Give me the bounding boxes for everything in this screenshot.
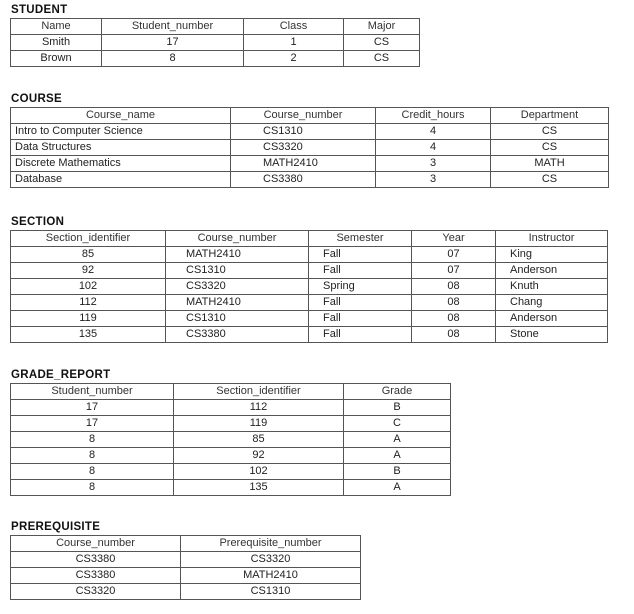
table-row [11,247,608,263]
cell: Knuth [496,279,608,295]
course-col-credit-hours: Credit_hours [376,108,491,124]
grade-report-table-title: GRADE_REPORT [11,369,111,381]
cell: Fall [309,311,412,327]
cell: 08 [412,295,496,311]
cell: CS3380 [11,568,181,584]
table-row [11,400,451,416]
table-row [11,327,608,343]
cell: Database [11,172,231,188]
cell: Fall [309,295,412,311]
table-row [11,311,608,327]
cell: Brown [11,51,102,67]
cell: 8 [11,432,174,448]
student-col-class: Class [244,19,344,35]
cell: A [344,480,451,496]
section-header-row [11,231,608,247]
course-col-course-name: Course_name [11,108,231,124]
cell: CS1310 [166,311,309,327]
section-col-semester: Semester [309,231,412,247]
table-row [11,464,451,480]
cell: 17 [11,416,174,432]
section-col-course-number: Course_number [166,231,309,247]
course-table-block [10,92,609,188]
section-col-instructor: Instructor [496,231,608,247]
cell: MATH2410 [231,156,376,172]
cell: 85 [174,432,344,448]
cell: Fall [309,263,412,279]
cell: CS1310 [181,584,361,600]
table-row [11,263,608,279]
cell: CS [491,124,609,140]
cell: CS3320 [231,140,376,156]
cell: 08 [412,327,496,343]
cell: 8 [11,464,174,480]
cell: Stone [496,327,608,343]
cell: C [344,416,451,432]
cell: 8 [11,448,174,464]
cell: 4 [376,140,491,156]
cell: 135 [174,480,344,496]
prerequisite-table-block [10,520,361,600]
cell: CS [344,51,420,67]
cell: CS [491,172,609,188]
table-row [11,448,451,464]
cell: 17 [11,400,174,416]
cell: Spring [309,279,412,295]
course-table [10,107,609,188]
grade-report-col-grade: Grade [344,384,451,400]
cell: CS [344,35,420,51]
cell: King [496,247,608,263]
cell: CS3320 [11,584,181,600]
cell: Intro to Computer Science [11,124,231,140]
cell: A [344,448,451,464]
prerequisite-header-row [11,536,361,552]
cell: 17 [102,35,244,51]
cell: 4 [376,124,491,140]
grade-report-table [10,383,451,496]
course-col-department: Department [491,108,609,124]
prerequisite-col-prerequisite-number: Prerequisite_number [181,536,361,552]
cell: 8 [11,480,174,496]
student-table [10,18,420,67]
cell: Data Structures [11,140,231,156]
table-row [11,124,609,140]
table-row [11,480,451,496]
cell: MATH2410 [166,247,309,263]
table-row [11,568,361,584]
cell: CS1310 [166,263,309,279]
cell: MATH2410 [181,568,361,584]
student-table-block [10,3,420,67]
table-row [11,279,608,295]
cell: 102 [11,279,166,295]
grade-report-col-student-number: Student_number [11,384,174,400]
cell: 119 [11,311,166,327]
cell: A [344,432,451,448]
cell: 1 [244,35,344,51]
cell: CS3380 [166,327,309,343]
table-row [11,416,451,432]
table-row [11,172,609,188]
section-col-section-identifier: Section_identifier [11,231,166,247]
grade-report-col-section-identifier: Section_identifier [174,384,344,400]
cell: B [344,464,451,480]
cell: 08 [412,279,496,295]
table-row [11,295,608,311]
section-table-title: SECTION [11,216,65,228]
cell: CS [491,140,609,156]
cell: 08 [412,311,496,327]
cell: Smith [11,35,102,51]
section-table [10,230,608,343]
course-header-row [11,108,609,124]
cell: 07 [412,263,496,279]
cell: 2 [244,51,344,67]
cell: CS3380 [11,552,181,568]
table-row [11,35,420,51]
student-header-row [11,19,420,35]
student-table-title: STUDENT [11,4,68,16]
prerequisite-col-course-number: Course_number [11,536,181,552]
grade-report-table-block [10,368,451,496]
grade-report-header-row [11,384,451,400]
section-col-year: Year [412,231,496,247]
cell: Chang [496,295,608,311]
cell: 102 [174,464,344,480]
student-col-student-number: Student_number [102,19,244,35]
table-row [11,140,609,156]
course-table-title: COURSE [11,93,63,105]
cell: 112 [11,295,166,311]
table-row [11,432,451,448]
student-col-major: Major [344,19,420,35]
cell: Fall [309,247,412,263]
cell: 8 [102,51,244,67]
cell: CS3320 [181,552,361,568]
cell: 3 [376,156,491,172]
cell: Fall [309,327,412,343]
table-row [11,51,420,67]
prerequisite-table-title: PREREQUISITE [11,521,101,533]
table-row [11,584,361,600]
cell: 92 [11,263,166,279]
cell: MATH2410 [166,295,309,311]
section-table-block [10,215,608,343]
cell: 85 [11,247,166,263]
cell: 135 [11,327,166,343]
cell: 112 [174,400,344,416]
cell: Anderson [496,311,608,327]
cell: 119 [174,416,344,432]
table-row [11,552,361,568]
cell: CS3320 [166,279,309,295]
student-col-name: Name [11,19,102,35]
cell: 92 [174,448,344,464]
cell: MATH [491,156,609,172]
cell: B [344,400,451,416]
table-row [11,156,609,172]
cell: CS3380 [231,172,376,188]
cell: 07 [412,247,496,263]
cell: Anderson [496,263,608,279]
cell: Discrete Mathematics [11,156,231,172]
course-col-course-number: Course_number [231,108,376,124]
cell: CS1310 [231,124,376,140]
prerequisite-table [10,535,361,600]
cell: 3 [376,172,491,188]
